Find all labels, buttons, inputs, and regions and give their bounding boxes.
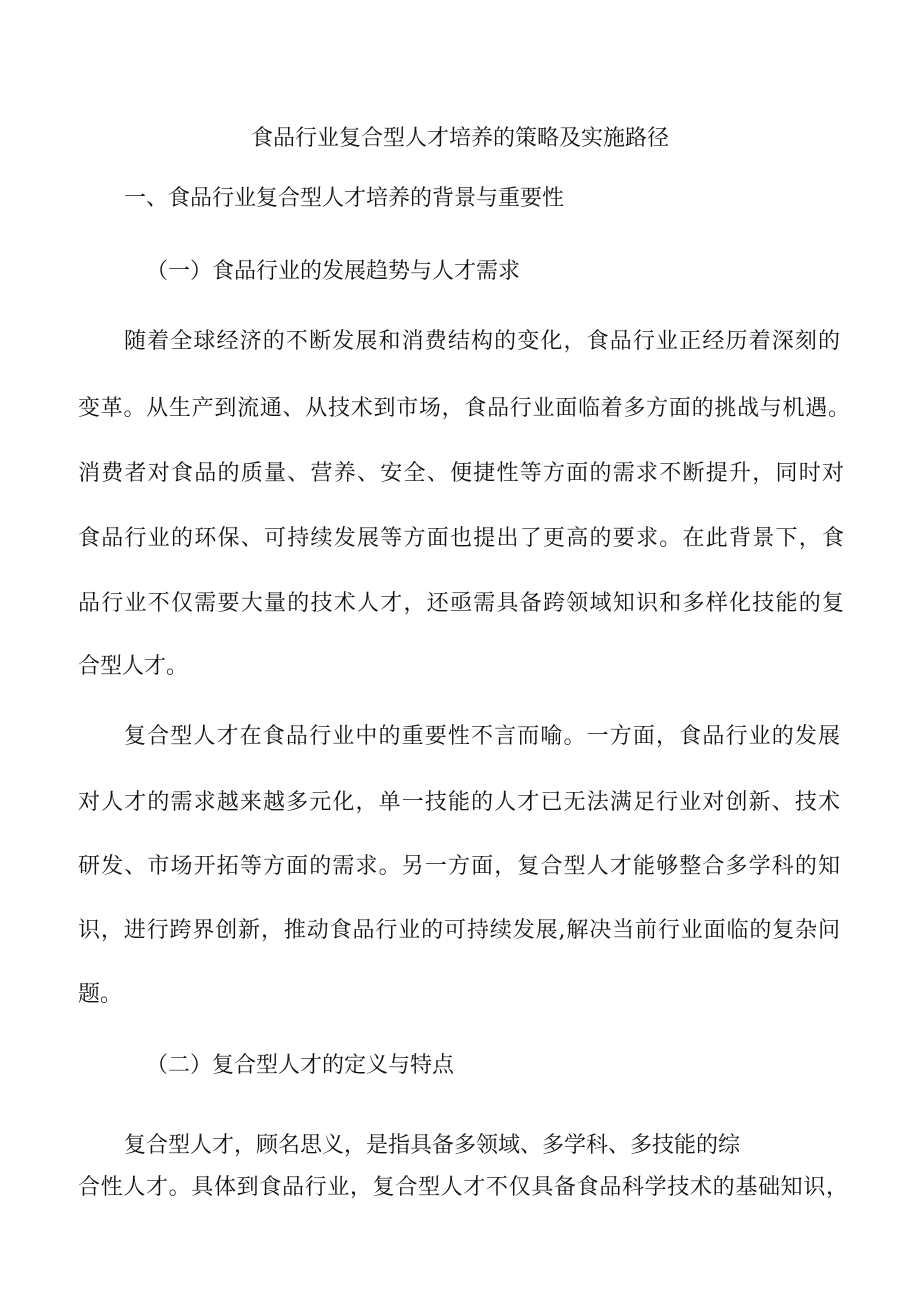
subsection-heading-2: （二）复合型人才的定义与特点	[146, 1053, 455, 1078]
document-title: 食品行业复合型人才培养的策略及实施路径	[250, 126, 669, 151]
paragraph-line: 品行业不仅需要大量的技术人才，还亟需具备跨领域知识和多样化技能的复	[78, 591, 844, 616]
paragraph-line: 研发、市场开拓等方面的需求。另一方面，复合型人才能够整合多学科的知	[78, 854, 840, 879]
paragraph-line: 识，进行跨界创新，推动食品行业的可持续发展,解决当前行业面临的复杂问	[78, 918, 840, 943]
paragraph-line: 消费者对食品的质量、营养、安全、便捷性等方面的需求不断提升，同时对	[78, 461, 844, 486]
paragraph-line: 题。	[78, 982, 123, 1007]
paragraph-line: 对人才的需求越来越多元化，单一技能的人才已无法满足行业对创新、技术	[78, 790, 840, 815]
paragraph-line: 合性人才。具体到食品行业，复合型人才不仅具备食品科学技术的基础知识，	[78, 1175, 848, 1200]
paragraph-line: 复合型人才，顾名思义，是指具备多领域、多学科、多技能的综	[124, 1133, 741, 1158]
paragraph-line: 变革。从生产到流通、从技术到市场，食品行业面临着多方面的挑战与机遇。	[78, 396, 850, 421]
subsection-heading-1: （一）食品行业的发展趋势与人才需求	[146, 259, 521, 284]
section-heading-1: 一、食品行业复合型人才培养的背景与重要性	[124, 186, 565, 211]
paragraph-line: 食品行业的环保、可持续发展等方面也提出了更高的要求。在此背景下，食	[78, 526, 844, 551]
paragraph-line: 随着全球经济的不断发展和消费结构的变化，食品行业正经历着深刻的	[124, 329, 840, 354]
paragraph-line: 复合型人才在食品行业中的重要性不言而喻。一方面，食品行业的发展	[124, 724, 840, 749]
paragraph-line: 合型人才。	[78, 654, 189, 679]
